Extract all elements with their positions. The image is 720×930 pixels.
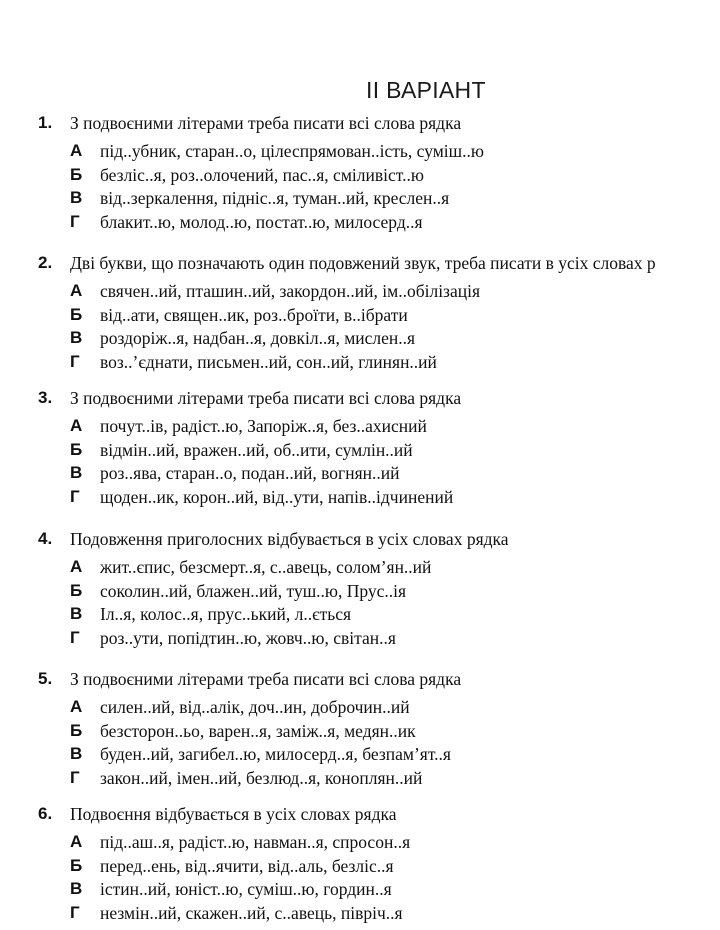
option-letter: Б: [70, 580, 83, 600]
question-number: 1.: [38, 113, 53, 132]
option-text: силен..ий, від..алік, доч..ин, доброчин..ий: [100, 697, 410, 717]
option-letter: А: [70, 416, 83, 435]
option-text: незмін..ий, скажен..ий, с..авець, півріч..я: [100, 902, 403, 923]
option-text: соколин..ий, блажен..ий, туш..ю, Прус..ія: [100, 580, 407, 601]
option-text: відмін..ий, вражен..ий, об..ити, сумлін..ий: [100, 439, 413, 460]
question-prompt: З подвоєними літерами треба писати всі слова рядка: [70, 669, 462, 689]
option-text: роздоріж..я, надбан..я, довкіл..я, мислен..я: [100, 328, 416, 348]
option-letter: Б: [70, 164, 83, 184]
question-number: 3.: [38, 388, 53, 407]
question-number: 4.: [38, 529, 53, 548]
question-prompt: З подвоєними літерами треба писати всі слова рядка: [70, 113, 462, 133]
option-letter: В: [70, 463, 83, 482]
variant-title: II ВАРІАНТ: [366, 77, 486, 103]
option-letter: А: [70, 697, 83, 716]
option-text: щоден..ик, корон..ий, від..ути, напів..ідчинений: [100, 486, 454, 507]
question-prompt: Подовження приголосних відбувається в усіх словах рядка: [70, 529, 509, 549]
option-text: істин..ий, юніст..ю, суміш..ю, гордин..я: [100, 879, 392, 899]
option-text: під..убник, старан..о, цілеспрямован..ість, суміш..ю: [100, 141, 484, 161]
question-prompt: Подвоєння відбувається в усіх словах рядка: [70, 804, 397, 824]
question-prompt: Дві букви, що позначають один подовжений звук, треба писати в усіх словах р: [70, 253, 656, 273]
option-letter: А: [70, 281, 83, 300]
option-letter: В: [70, 604, 83, 623]
option-text: жит..єпис, безсмерт..я, с..авець, солом’ян..ий: [100, 557, 432, 577]
option-text: під..аш..я, радіст..ю, навман..я, спросон..я: [100, 832, 411, 852]
option-letter: А: [70, 557, 83, 576]
option-text: свячен..ий, пташин..ий, закордон..ий, ім..обілізація: [100, 281, 481, 301]
option-letter: Г: [70, 902, 80, 922]
question-4: [0, 529, 720, 648]
option-text: від..ати, священ..ик, роз..броїти, в..ібрати: [100, 304, 408, 325]
option-letter: В: [70, 879, 83, 898]
option-letter: Б: [70, 304, 83, 324]
option-text: безліс..я, роз..олочений, пас..я, сміливіст..ю: [100, 164, 424, 185]
option-letter: Б: [70, 439, 83, 459]
question-number: 5.: [38, 669, 53, 688]
question-5: [0, 669, 720, 788]
question-prompt: З подвоєними літерами треба писати всі слова рядка: [70, 388, 462, 408]
option-letter: Б: [70, 855, 83, 875]
option-letter: Б: [70, 720, 83, 740]
option-text: воз..’єднати, письмен..ий, сон..ий, глинян..ий: [100, 351, 437, 372]
option-text: перед..ень, від..ячити, від..аль, безліс..я: [100, 855, 394, 876]
option-text: Іл..я, колос..я, прус..ький, л..ється: [100, 604, 352, 624]
question-2: [0, 253, 720, 372]
option-text: блакит..ю, молод..ю, постат..ю, милосерд..я: [100, 211, 423, 232]
question-1: [0, 113, 720, 232]
option-text: роз..ява, старан..о, подан..ий, вогнян..ий: [100, 463, 400, 483]
option-letter: А: [70, 832, 83, 851]
option-text: закон..ий, імен..ий, безлюд..я, коноплян..ий: [100, 767, 423, 788]
option-letter: А: [70, 141, 83, 160]
option-letter: Г: [70, 627, 80, 647]
option-text: від..зеркалення, підніс..я, туман..ий, креслен..я: [100, 188, 450, 208]
option-text: безсторон..ьо, варен..я, заміж..я, медян..ик: [100, 720, 416, 741]
option-letter: Г: [70, 211, 80, 231]
option-letter: В: [70, 188, 83, 207]
question-3: [0, 388, 720, 507]
option-letter: Г: [70, 351, 80, 371]
option-text: почут..ів, радіст..ю, Запоріж..я, без..ахисний: [100, 416, 427, 436]
option-text: буден..ий, загибел..ю, милосерд..я, безпам’ят..я: [100, 744, 451, 764]
option-letter: Г: [70, 767, 80, 787]
question-number: 6.: [38, 804, 53, 823]
option-letter: В: [70, 328, 83, 347]
option-letter: Г: [70, 486, 80, 506]
question-number: 2.: [38, 253, 53, 272]
question-6: [0, 804, 720, 923]
option-text: роз..ути, попідтин..ю, жовч..ю, світан..я: [100, 627, 396, 648]
option-letter: В: [70, 744, 83, 763]
